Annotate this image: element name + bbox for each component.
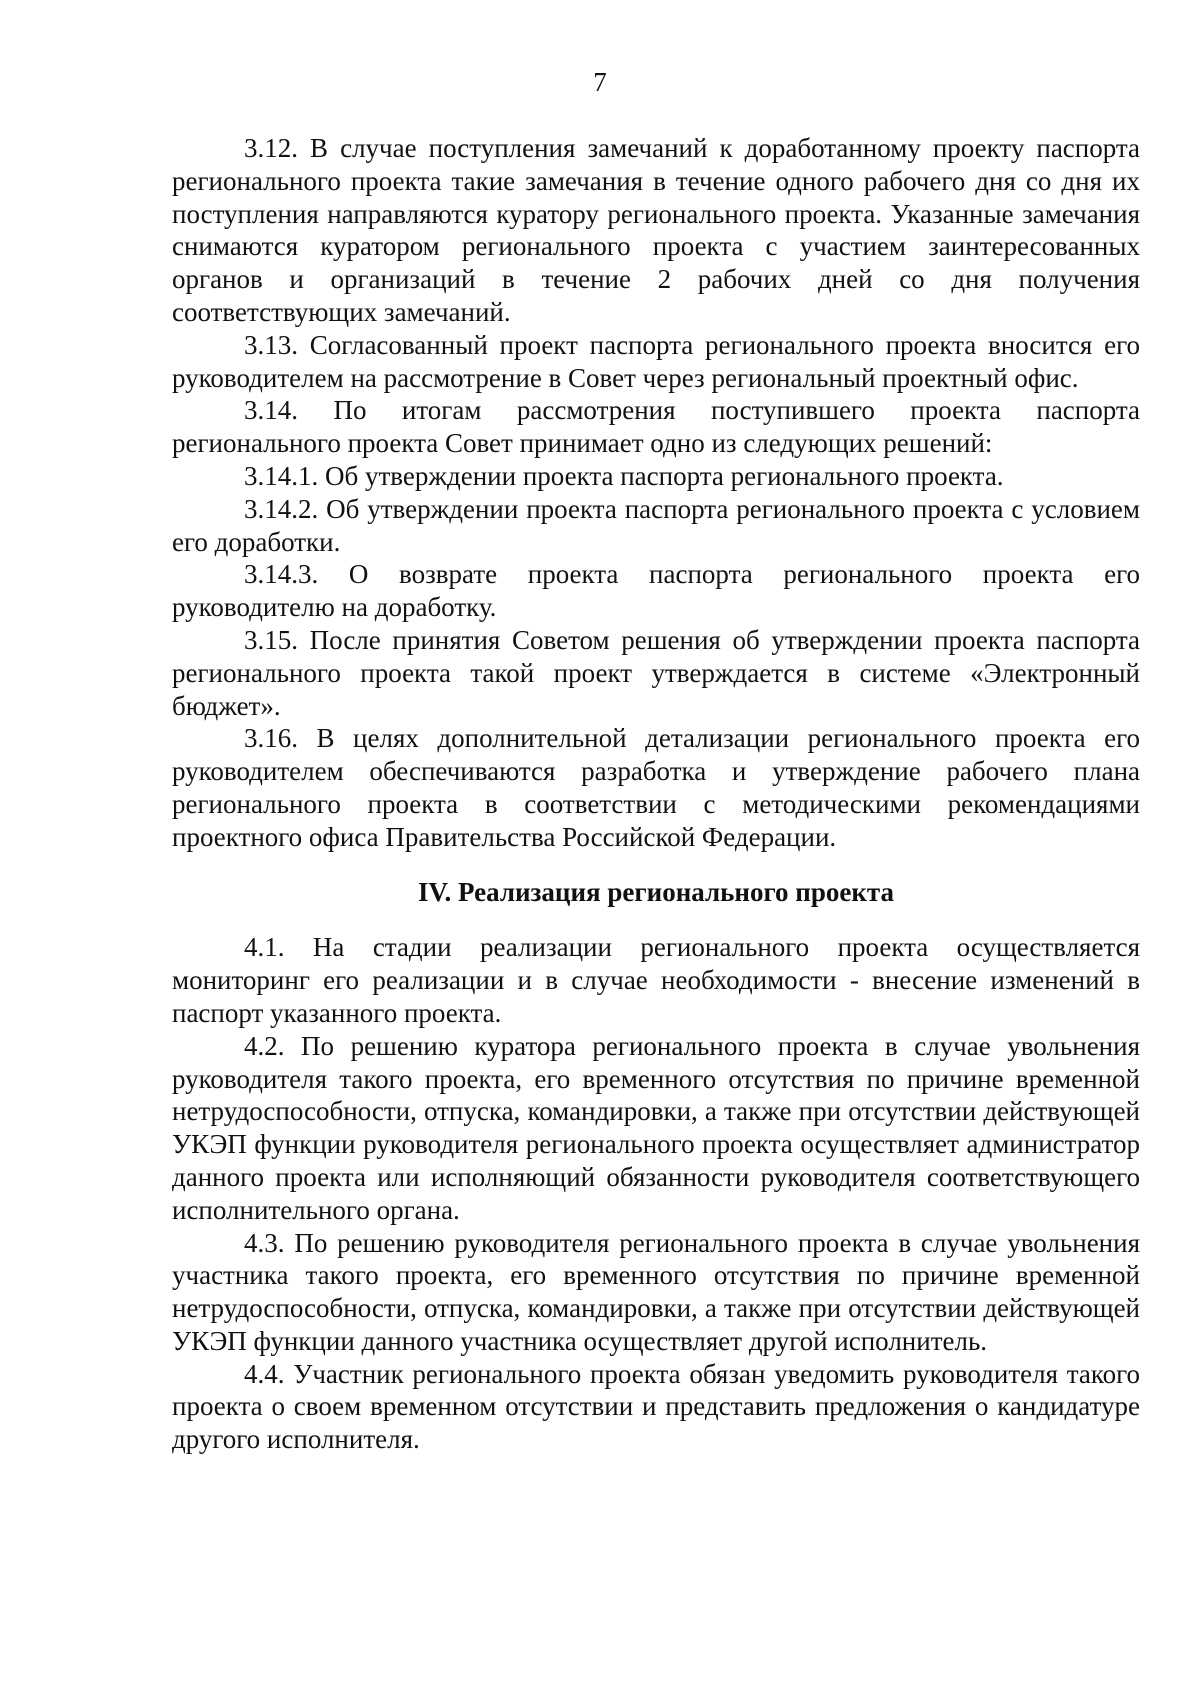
paragraph-4-2: 4.2. По решению куратора регионального проекта в случае увольнения руководителя такого проекта, его временного отсутствия по причине временной нетрудоспособности, отпуска, командировки, а также при отсутствии действующей УКЭП функции руководителя регионального проекта осуществляет администратор данного проекта или исполняющий обязанности руководителя соответствующего исполнительного органа. — [172, 1030, 1140, 1225]
page-number: 7 — [593, 67, 607, 97]
paragraph-3-14-2: 3.14.2. Об утверждении проекта паспорта регионального проекта с условием его доработки. — [172, 493, 1140, 557]
paragraph-3-16: 3.16. В целях дополнительной детализации регионального проекта его руководителем обеспечиваются разработка и утверждение рабочего плана регионального проекта в соответствии с методическими рекомендациями проектного офиса Правительства Российской Федерации. — [172, 723, 1140, 852]
paragraph-3-15: 3.15. После принятия Советом решения об утверждении проекта паспорта регионального проекта такой проект утверждается в системе «Электронный бюджет». — [172, 624, 1140, 721]
paragraph-3-14-3: 3.14.3. О возврате проекта паспорта регионального проекта его руководителю на доработку. — [172, 559, 1140, 623]
paragraph-4-4: 4.4. Участник регионального проекта обязан уведомить руководителя такого проекта о своем временном отсутствии и представить предложения о кандидатуре другого исполнителя. — [172, 1358, 1140, 1455]
paragraph-3-12: 3.12. В случае поступления замечаний к доработанному проекту паспорта регионального проекта такие замечания в течение одного рабочего дня со дня их поступления направляются куратору регионального проекта. Указанные замечания снимаются куратором регионального проекта с участием заинтересованных органов и организаций в течение 2 рабочих дней со дня получения соответствующих замечаний. — [172, 133, 1140, 327]
paragraph-4-3: 4.3. По решению руководителя регионального проекта в случае увольнения участника такого проекта, его временного отсутствия по причине временной нетрудоспособности, отпуска, командировки, а также при отсутствии действующей УКЭП функции данного участника осуществляет другой исполнитель. — [172, 1227, 1140, 1356]
paragraph-3-14-1: 3.14.1. Об утверждении проекта паспорта регионального проекта. — [244, 460, 1004, 491]
document-body — [172, 132, 1140, 1456]
paragraph-3-14: 3.14. По итогам рассмотрения поступившего проекта паспорта регионального проекта Совет принимает одно из следующих решений: — [172, 395, 1140, 459]
paragraph-4-1: 4.1. На стадии реализации регионального проекта осуществляется мониторинг его реализации и в случае необходимости - внесение изменений в паспорт указанного проекта. — [172, 932, 1140, 1028]
section-heading: IV. Реализация регионального проекта — [417, 876, 895, 907]
paragraph-3-13: 3.13. Согласованный проект паспорта регионального проекта вносится его руководителем на рассмотрение в Совет через региональный проектный офис. — [172, 329, 1140, 393]
